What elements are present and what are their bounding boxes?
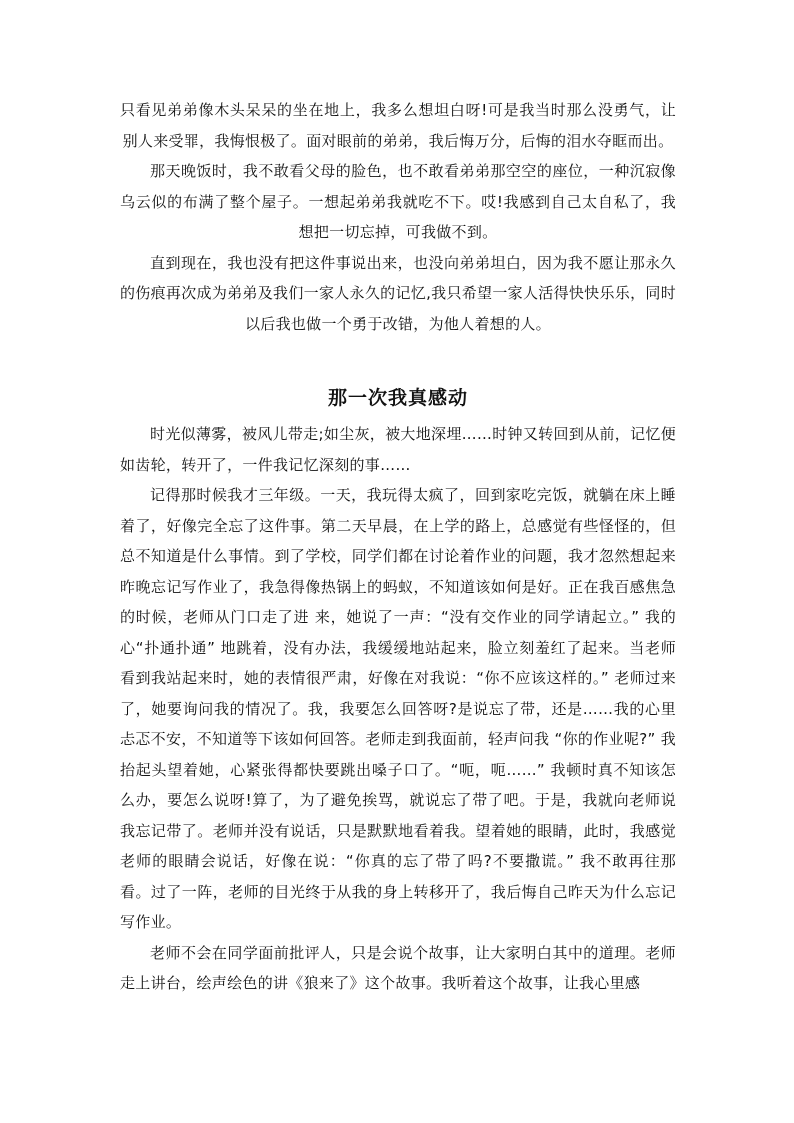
essay-title: 那一次我真感动 (327, 387, 468, 409)
top-section (120, 95, 676, 339)
paragraph-intro: 时光似薄雾，被风儿带走;如尘灰，被大地深埋……时钟又转回到从前，记忆便如齿轮，转开了，一件我记忆深刻的事…… (120, 425, 676, 474)
paragraph-dinner: 那天晚饭时，我不敢看父母的脸色，也不敢看弟弟那空空的座位，一种沉寂像乌云似的布满了整个屋子。一想起弟弟我就吃不下。哎!我感到自己太自私了，我想把一切忘掉，可我做不到。 (120, 162, 676, 241)
paragraph-teacher: 老师不会在同学面前批评人，只是会说个故事，让大家明白其中的道理。老师走上讲台，绘声绘色的讲《狼来了》这个故事。我听着这个故事，让我心里感 (120, 943, 676, 992)
essay-section (120, 383, 676, 999)
paragraph-story: 记得那时候我才三年级。一天，我玩得太疯了，回到家吃完饭，就躺在床上睡着了，好像完全忘了这件事。第二天早晨，在上学的路上，总感觉有些怪怪的，但总不知道是什么事情。到了学校，同学们都在讨论着作业的问题，我才忽然想起来昨晚忘记写作业了，我急得像热锅上的蚂蚁，不知道该如何是好。正在我百感焦急的时候，老师从门口走了进 来，她说了一声：“没有交作业的同学请起立。” 我的心“扑通扑通” 地跳着，没有办法，我缓缓地站起来，脸立刻羞红了起来。当老师看到我站起来时，她的表情很严肃，好像在对我说：“你不应该这样的。” 老师过来了，她要询问我的情况了。我，我要怎么回答呀?是说忘了带，还是……我的心里忐忑不安，不知道等下该如何回答。老师走到我面前，轻声问我 “你的作业呢?” 我抬起头望着她，心紧张得都快要跳出嗓子口了。“呃，呃……” 我顿时真不知该怎么办，要怎么说呀!算了，为了避免挨骂，就说忘了带了吧。于是，我就向老师说我忘记带了。老师并没有说话，只是默默地看着我。望着她的眼睛，此时，我感觉老师的眼睛会说话，好像在说：“你真的忘了带了吗?不要撒谎。” 我不敢再往那看。过了一阵，老师的目光终于从我的身上转移开了，我后悔自己昨天为什么忘记写作业。 (120, 486, 676, 931)
paragraph-until-now: 直到现在，我也没有把这件事说出来，也没向弟弟坦白，因为我不愿让那永久的伤痕再次成为弟弟及我们一家人永久的记忆,我只希望一家人活得快快乐乐，同时以后我也做一个勇于改错，为他人着想的人。 (120, 253, 676, 333)
paragraph-continued: 只看见弟弟像木头呆呆的坐在地上，我多么想坦白呀!可是我当时那么没勇气，让别人来受罪，我悔恨极了。面对眼前的弟弟，我后悔万分，后悔的泪水夺眶而出。 (120, 101, 676, 150)
